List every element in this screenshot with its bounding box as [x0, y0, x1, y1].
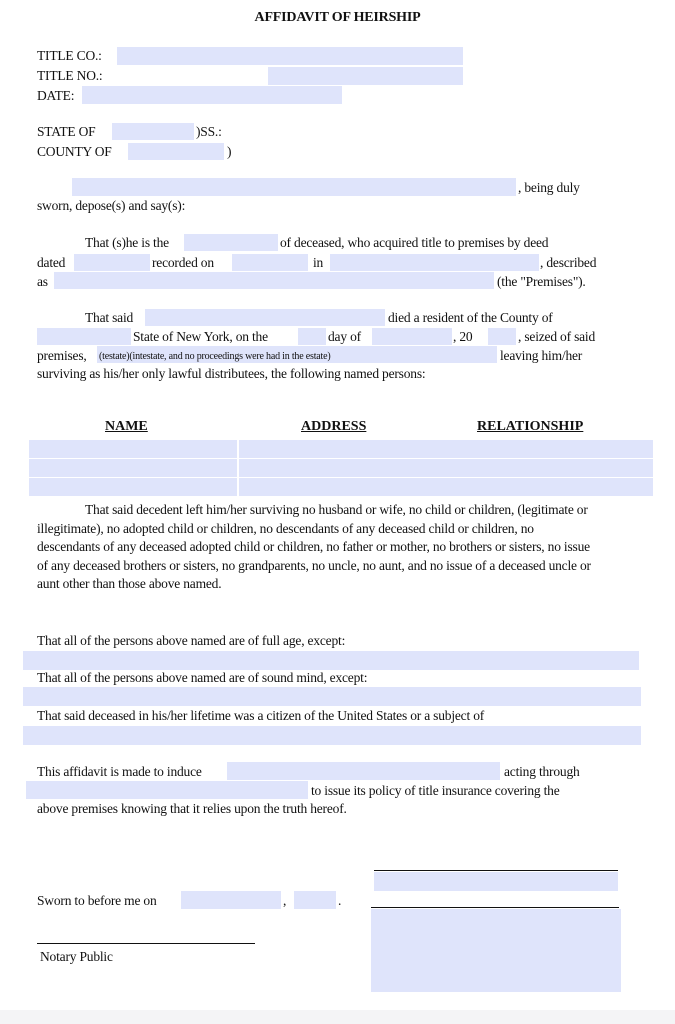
- p1-recorded-on-text: recorded on: [152, 255, 214, 270]
- p2-premises-text: premises,: [37, 348, 87, 363]
- issue-policy-text: to issue its policy of title insurance covering the: [311, 783, 560, 798]
- testate-hint: (testate)(intestate, and no proceedings were had in the estate): [99, 351, 331, 362]
- title-co-field[interactable]: [117, 47, 463, 65]
- deed-date-field[interactable]: [74, 254, 150, 271]
- p1-described-text: , described: [540, 255, 597, 270]
- title-company-field[interactable]: [227, 762, 500, 780]
- row1-name-field[interactable]: [29, 440, 237, 458]
- notary-public-label: Notary Public: [40, 949, 113, 964]
- recorded-in-field[interactable]: [330, 254, 539, 271]
- p2-surviving-text: surviving as his/her only lawful distributees, the following named persons:: [37, 366, 426, 381]
- sound-mind-text: That all of the persons above named are of sound mind, except:: [37, 670, 368, 685]
- sworn-year-field[interactable]: [294, 891, 336, 909]
- sworn-period: .: [338, 893, 342, 908]
- county-paren: ): [227, 144, 232, 159]
- page-bottom-margin: [0, 1010, 675, 1024]
- sworn-before-text: Sworn to before me on: [37, 893, 157, 908]
- no-other-heirs-text: That said decedent left him/her surviving no husband or wife, no child or children, (legitimate or illegitimate), no adopted child or children, no descendants of any deceased child or children, no descendants of any deceased adopted child or children, no father or mother, no brothers or sisters, no issue of any deceased brothers or sisters, no grandparents, no uncle, no aunt, and no issue of a deceased uncle or aunt other than those above named.: [37, 502, 591, 592]
- state-field[interactable]: [112, 123, 194, 140]
- above-premises-text: above premises knowing that it relies upon the truth hereof.: [37, 801, 347, 816]
- title-no-label: TITLE NO.:: [37, 68, 103, 83]
- premises-description-field[interactable]: [54, 272, 494, 289]
- sworn-text: sworn, depose(s) and say(s):: [37, 198, 186, 213]
- row1-address-relationship-field[interactable]: [239, 440, 653, 458]
- col-header-name: NAME: [105, 419, 148, 434]
- p1-as-text: as: [37, 274, 48, 289]
- p1-premises-text: (the "Premises").: [497, 274, 586, 289]
- being-duly-text: , being duly: [518, 180, 580, 195]
- p2-leaving-text: leaving him/her: [500, 348, 583, 363]
- death-day-field[interactable]: [298, 328, 326, 345]
- date-field[interactable]: [82, 86, 342, 104]
- p2-seized-text: , seized of said: [518, 329, 596, 344]
- sworn-date-field[interactable]: [181, 891, 281, 909]
- p2-died-text: died a resident of the County of: [388, 310, 553, 325]
- citizen-text: That said deceased in his/her lifetime was a citizen of the United States or a subject of: [37, 708, 485, 723]
- document-title: AFFIDAVIT OF HEIRSHIP: [254, 10, 421, 25]
- sound-mind-exception-field[interactable]: [23, 687, 641, 706]
- full-age-text: That all of the persons above named are of full age, except:: [37, 633, 346, 648]
- date-label: DATE:: [37, 88, 75, 103]
- title-no-field[interactable]: [268, 67, 463, 85]
- induce-text: This affidavit is made to induce: [37, 764, 202, 779]
- col-header-relationship: RELATIONSHIP: [477, 419, 584, 434]
- title-co-label: TITLE CO.:: [37, 48, 102, 63]
- p2-that-said-text: That said: [85, 310, 134, 325]
- row3-address-relationship-field[interactable]: [239, 478, 653, 496]
- col-header-address: ADDRESS: [301, 419, 367, 434]
- p1-in-text: in: [313, 255, 324, 270]
- no-other-heirs-paragraph: [37, 501, 597, 594]
- p2-comma20-text: , 20: [453, 329, 473, 344]
- state-of-label: STATE OF: [37, 124, 96, 139]
- acting-through-text: acting through: [504, 764, 580, 779]
- p1-that-text: That (s)he is the: [85, 235, 169, 250]
- citizenship-field[interactable]: [23, 726, 641, 745]
- row3-name-field[interactable]: [29, 478, 237, 496]
- affiant-name-block-field[interactable]: [371, 909, 621, 992]
- death-county-field[interactable]: [37, 328, 131, 345]
- agent-field[interactable]: [26, 781, 308, 799]
- death-year-field[interactable]: [488, 328, 516, 345]
- row2-name-field[interactable]: [29, 459, 237, 477]
- p2-state-text: State of New York, on the: [133, 329, 268, 344]
- decedent-name-field[interactable]: [145, 309, 385, 326]
- county-field[interactable]: [128, 143, 224, 160]
- affiant-name-field[interactable]: [72, 178, 516, 196]
- full-age-exception-field[interactable]: [23, 651, 639, 670]
- ss-label: )SS.:: [196, 124, 222, 139]
- p2-day-of-text: day of: [328, 329, 361, 344]
- row2-address-relationship-field[interactable]: [239, 459, 653, 477]
- death-month-field[interactable]: [372, 328, 452, 345]
- notary-signature-line: [37, 943, 255, 944]
- affiant-signature-field[interactable]: [374, 872, 618, 891]
- sworn-comma: ,: [283, 893, 287, 908]
- signature-line-top: [374, 870, 618, 871]
- p1-of-deceased-text: of deceased, who acquired title to premises by deed: [280, 235, 549, 250]
- p1-dated-text: dated: [37, 255, 66, 270]
- county-of-label: COUNTY OF: [37, 144, 112, 159]
- signature-line-bottom: [371, 907, 619, 908]
- relationship-field[interactable]: [184, 234, 278, 251]
- recorded-date-field[interactable]: [232, 254, 308, 271]
